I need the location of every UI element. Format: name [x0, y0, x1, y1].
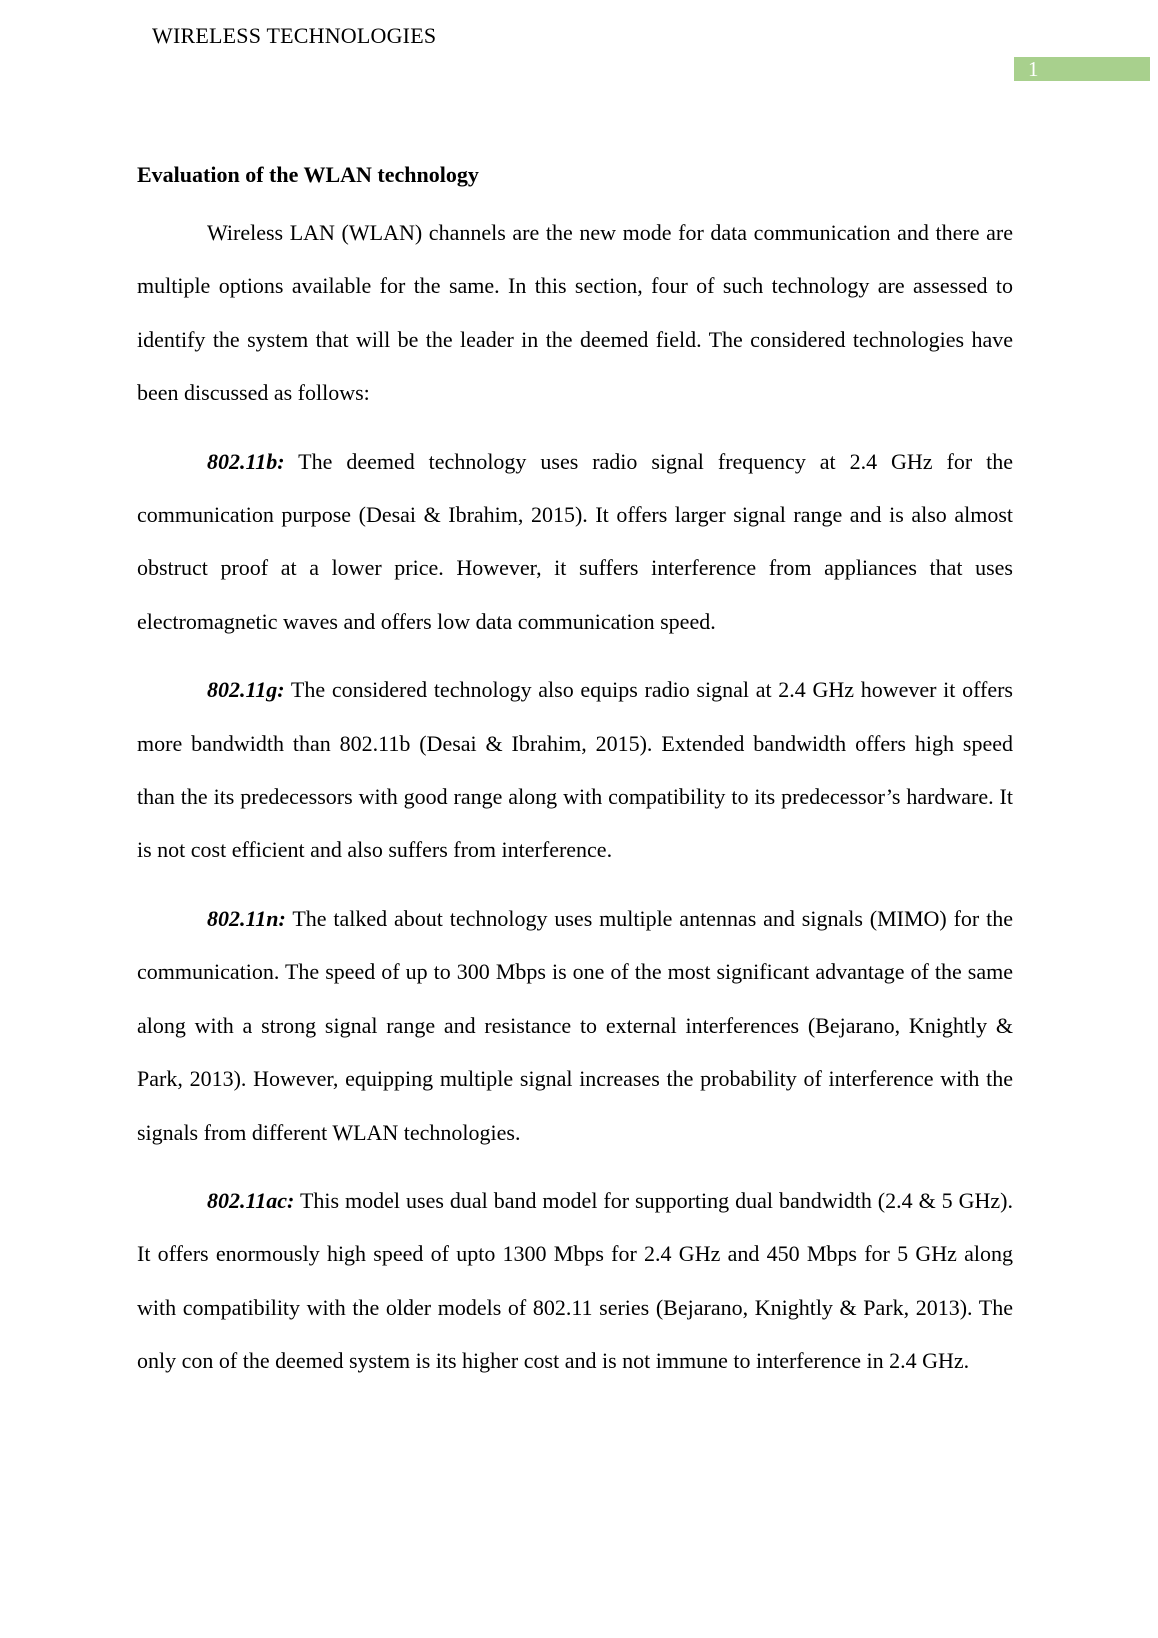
section-heading: Evaluation of the WLAN technology: [137, 162, 479, 187]
page-number-badge: [1014, 57, 1150, 81]
term-802-11b: 802.11b:: [207, 448, 285, 474]
term-802-11ac: 802.11ac:: [207, 1187, 295, 1213]
description-802-11g: The considered technology also equips radio signal at 2.4 GHz however it offers more bandwidth than 802.11b (Desai & Ibrahim, 2015). Extended bandwidth offers high speed than the its predecessors with good range along with compatibility to its predecessor’s hardware. It is not cost efficient and also suffers from interference.: [137, 677, 1013, 863]
intro-paragraph: Wireless LAN (WLAN) channels are the new mode for data communication and there are multiple options available for the same. In this section, four of such technology are assessed to identify the system that will be the leader in the deemed field. The considered technologies have been discussed as follows:: [137, 220, 1013, 406]
term-802-11n: 802.11n:: [207, 905, 286, 931]
description-802-11ac: This model uses dual band model for supporting dual bandwidth (2.4 & 5 GHz). It offers enormously high speed of upto 1300 Mbps for 2.4 GHz and 450 Mbps for 5 GHz along with compatibility with the older models of 802.11 series (Bejarano, Knightly & Park, 2013). The only con of the deemed system is its higher cost and is not immune to interference in 2.4 GHz.: [137, 1187, 1013, 1374]
paragraph-802-11ac: [137, 1174, 1013, 1388]
description-802-11n: The talked about technology uses multiple antennas and signals (MIMO) for the communication. The speed of up to 300 Mbps is one of the most significant advantage of the same along with a strong signal range and resistance to external interferences (Bejarano, Knightly & Park, 2013). However, equipping multiple signal increases the probability of interference with the signals from different WLAN technologies.: [137, 905, 1013, 1145]
paragraph-802-11g: [137, 663, 1013, 877]
paragraph-802-11b: [137, 435, 1013, 649]
term-802-11g: 802.11g:: [207, 677, 285, 703]
description-802-11b: The deemed technology uses radio signal frequency at 2.4 GHz for the communication purpose (Desai & Ibrahim, 2015). It offers larger signal range and is also almost obstruct proof at a lower price. However, it suffers interference from appliances that uses electromagnetic waves and offers low data communication speed.: [137, 448, 1013, 634]
paragraph-802-11n: [137, 892, 1013, 1159]
page-number: 1: [1028, 57, 1039, 81]
document-body: [137, 158, 1013, 1403]
running-head: WIRELESS TECHNOLOGIES: [152, 23, 437, 48]
